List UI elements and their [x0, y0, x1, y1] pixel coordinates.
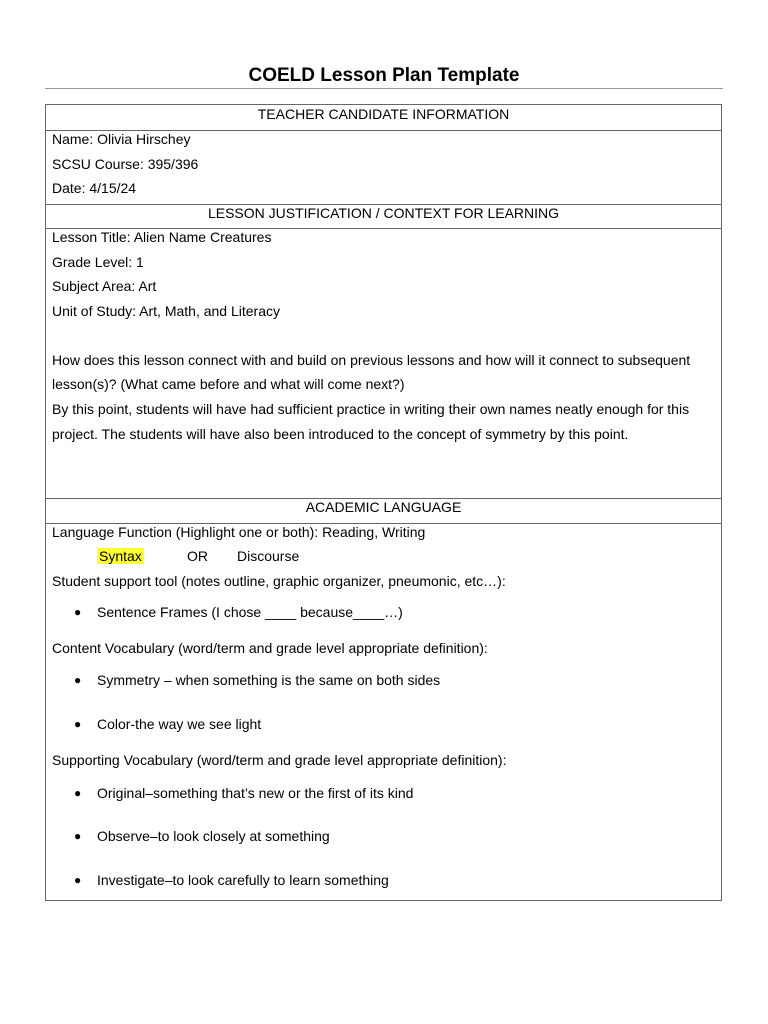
syntax-option — [97, 547, 144, 565]
supporting-vocab-item: Observe–to look closely at something — [97, 828, 330, 844]
supporting-vocab-item: Original–something that’s new or the first of its kind — [97, 785, 414, 801]
connection-answer-line2: project. The students will have also been introduced to the concept of symmetry by this point. — [52, 426, 629, 442]
lesson-plan-table — [45, 104, 722, 901]
or-separator: OR — [187, 548, 208, 564]
bullet-icon: ● — [74, 829, 82, 843]
connection-answer-line1: By this point, students will have had sufficient practice in writing their own names neatly enough for this — [52, 401, 690, 417]
content-vocab-item: Color-the way we see light — [97, 716, 262, 732]
document-title: COELD Lesson Plan Template — [248, 65, 520, 86]
bullet-icon: ● — [74, 605, 82, 619]
lesson-title: Lesson Title: Alien Name Creatures — [52, 229, 272, 245]
justification-header: LESSON JUSTIFICATION / CONTEXT FOR LEARNING — [207, 205, 560, 221]
discourse-option: Discourse — [237, 548, 300, 564]
language-function: Language Function (Highlight one or both): Reading, Writing — [52, 524, 426, 540]
academic-language-header: ACADEMIC LANGUAGE — [305, 499, 462, 515]
grade-level: Grade Level: 1 — [52, 254, 144, 270]
connection-question-line1: How does this lesson connect with and build on previous lessons and how will it connect to subsequent — [52, 352, 691, 368]
syntax-highlight: Syntax — [99, 548, 142, 564]
content-vocab-label: Content Vocabulary (word/term and grade level appropriate definition): — [52, 640, 488, 656]
candidate-name: Name: Olivia Hirschey — [52, 131, 191, 147]
support-tool-item: Sentence Frames (I chose ____ because____…) — [97, 604, 403, 620]
teacher-info-header: TEACHER CANDIDATE INFORMATION — [257, 106, 510, 122]
title-underline — [45, 88, 723, 89]
subject-area: Subject Area: Art — [52, 278, 157, 294]
support-tool-label: Student support tool (notes outline, graphic organizer, pneumonic, etc…): — [52, 573, 506, 589]
connection-question-line2: lesson(s)? (What came before and what will come next?) — [52, 376, 405, 392]
lesson-date: Date: 4/15/24 — [52, 180, 137, 196]
unit-of-study: Unit of Study: Art, Math, and Literacy — [52, 303, 280, 319]
bullet-icon: ● — [74, 786, 82, 800]
course-number: SCSU Course: 395/396 — [52, 156, 199, 172]
bullet-icon: ● — [74, 873, 82, 887]
bullet-icon: ● — [74, 717, 82, 731]
bullet-icon: ● — [74, 673, 82, 687]
supporting-vocab-item: Investigate–to look carefully to learn something — [97, 872, 389, 888]
supporting-vocab-label: Supporting Vocabulary (word/term and grade level appropriate definition): — [52, 752, 507, 768]
content-vocab-item: Symmetry – when something is the same on both sides — [97, 672, 441, 688]
